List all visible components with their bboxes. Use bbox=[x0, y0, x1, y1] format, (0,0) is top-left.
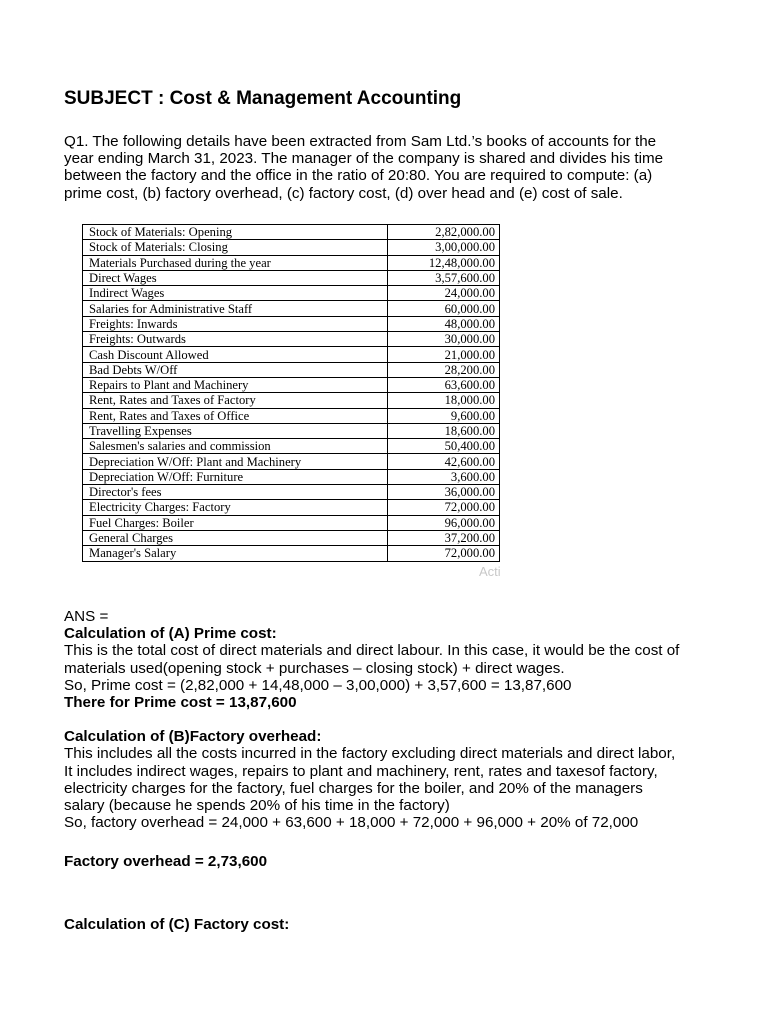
table-row bbox=[83, 240, 500, 255]
table-cell-item: Direct Wages bbox=[83, 270, 388, 285]
table-cell-item: Depreciation W/Off: Furniture bbox=[83, 469, 388, 484]
table-row bbox=[83, 485, 500, 500]
table-cell-item: Bad Debts W/Off bbox=[83, 362, 388, 377]
table-row bbox=[83, 301, 500, 316]
table-cell-amount: 3,57,600.00 bbox=[388, 270, 500, 285]
table-row bbox=[83, 454, 500, 469]
table-cell-amount: 48,000.00 bbox=[388, 316, 500, 331]
answer-block bbox=[64, 608, 684, 933]
table-cell-item: Stock of Materials: Opening bbox=[83, 225, 388, 240]
table-cell-amount: 18,600.00 bbox=[388, 423, 500, 438]
question-block bbox=[64, 133, 684, 202]
table-cell-amount: 2,82,000.00 bbox=[388, 225, 500, 240]
table-cell-amount: 72,000.00 bbox=[388, 500, 500, 515]
table-cell-amount: 96,000.00 bbox=[388, 515, 500, 530]
table-cell-item: Manager's Salary bbox=[83, 546, 388, 561]
table-row bbox=[83, 332, 500, 347]
table-cell-amount: 37,200.00 bbox=[388, 530, 500, 545]
table-row bbox=[83, 377, 500, 392]
accounts-table-body bbox=[83, 225, 500, 562]
factory-overhead-heading: Calculation of (B)Factory overhead: bbox=[64, 728, 322, 746]
table-cell-amount: 3,00,000.00 bbox=[388, 240, 500, 255]
table-cell-amount: 24,000.00 bbox=[388, 286, 500, 301]
table-cell-amount: 3,600.00 bbox=[388, 469, 500, 484]
table-row bbox=[83, 530, 500, 545]
table-row bbox=[83, 439, 500, 454]
table-cell-item: Cash Discount Allowed bbox=[83, 347, 388, 362]
table-cell-amount: 9,600.00 bbox=[388, 408, 500, 423]
prime-cost-formula: So, Prime cost = (2,82,000 + 14,48,000 – 3,00,000) + 3,57,600 = 13,87,600 bbox=[64, 676, 572, 694]
spacer bbox=[64, 871, 684, 916]
table-cell-item: Depreciation W/Off: Plant and Machinery bbox=[83, 454, 388, 469]
table-cell-item: Freights: Inwards bbox=[83, 316, 388, 331]
table-cell-amount: 21,000.00 bbox=[388, 347, 500, 362]
factory-cost-heading: Calculation of (C) Factory cost: bbox=[64, 915, 290, 933]
page-title: SUBJECT : Cost & Management Accounting bbox=[64, 88, 462, 109]
table-row bbox=[83, 469, 500, 484]
table-cell-amount: 63,600.00 bbox=[388, 377, 500, 392]
spacer bbox=[64, 831, 684, 853]
table-cell-item: Rent, Rates and Taxes of Office bbox=[83, 408, 388, 423]
table-cell-amount: 60,000.00 bbox=[388, 301, 500, 316]
table-cell-item: Repairs to Plant and Machinery bbox=[83, 377, 388, 392]
spacer bbox=[64, 711, 684, 728]
table-cell-amount: 50,400.00 bbox=[388, 439, 500, 454]
prime-cost-heading: Calculation of (A) Prime cost: bbox=[64, 625, 277, 643]
table-cell-amount: 36,000.00 bbox=[388, 485, 500, 500]
table-cell-amount: 72,000.00 bbox=[388, 546, 500, 561]
table-row bbox=[83, 286, 500, 301]
table-cell-item: Materials Purchased during the year bbox=[83, 255, 388, 270]
factory-overhead-formula: So, factory overhead = 24,000 + 63,600 + 18,000 + 72,000 + 96,000 + 20% of 72,000 bbox=[64, 814, 639, 832]
table-row bbox=[83, 500, 500, 515]
table-row bbox=[83, 255, 500, 270]
table-cell-item: General Charges bbox=[83, 530, 388, 545]
table-row bbox=[83, 362, 500, 377]
table-cell-item: Stock of Materials: Closing bbox=[83, 240, 388, 255]
table-row bbox=[83, 423, 500, 438]
factory-overhead-result: Factory overhead = 2,73,600 bbox=[64, 853, 268, 871]
table-cell-amount: 30,000.00 bbox=[388, 332, 500, 347]
accounts-table bbox=[82, 224, 500, 562]
table-cell-item: Travelling Expenses bbox=[83, 423, 388, 438]
table-row bbox=[83, 347, 500, 362]
table-cell-amount: 42,600.00 bbox=[388, 454, 500, 469]
table-cell-item: Rent, Rates and Taxes of Factory bbox=[83, 393, 388, 408]
table-cell-item: Salaries for Administrative Staff bbox=[83, 301, 388, 316]
factory-overhead-explanation: This includes all the costs incurred in the factory excluding direct materials and direct labor, It includes indirect wages, repairs to plant and machinery, rent, rates and taxesof factory, electricity charges for the factory, fuel charges for the boiler, and 20% of the managers salary (because he spends 20% of his time in the factory) bbox=[64, 745, 676, 815]
question-text: Q1. The following details have been extracted from Sam Ltd.’s books of accounts for the year ending March 31, 2023. The manager of the company is shared and divides his time between the factory and the office in the ratio of 20:80. You are required to compute: (a) prime cost, (b) factory overhead, (c) factory cost, (d) over head and (e) cost of sale. bbox=[64, 133, 664, 202]
table-row bbox=[83, 408, 500, 423]
prime-cost-result: There for Prime cost = 13,87,600 bbox=[64, 694, 297, 712]
table-row bbox=[83, 515, 500, 530]
table-cell-amount: 28,200.00 bbox=[388, 362, 500, 377]
table-cell-item: Freights: Outwards bbox=[83, 332, 388, 347]
table-cell-item: Indirect Wages bbox=[83, 286, 388, 301]
table-row bbox=[83, 546, 500, 561]
table-row bbox=[83, 225, 500, 240]
table-cell-item: Director's fees bbox=[83, 485, 388, 500]
prime-cost-explanation: This is the total cost of direct materials and direct labour. In this case, it would be the cost of materials used(opening stock + purchases – closing stock) + direct wages. bbox=[64, 642, 680, 677]
table-cell-item: Salesmen's salaries and commission bbox=[83, 439, 388, 454]
table-cell-item: Electricity Charges: Factory bbox=[83, 500, 388, 515]
table-cell-item: Fuel Charges: Boiler bbox=[83, 515, 388, 530]
table-cell-amount: 18,000.00 bbox=[388, 393, 500, 408]
table-row bbox=[83, 316, 500, 331]
table-cell-amount: 12,48,000.00 bbox=[388, 255, 500, 270]
watermark-text: Acti bbox=[479, 564, 501, 579]
table-row bbox=[83, 393, 500, 408]
table-row bbox=[83, 270, 500, 285]
answer-label: ANS = bbox=[64, 608, 109, 625]
